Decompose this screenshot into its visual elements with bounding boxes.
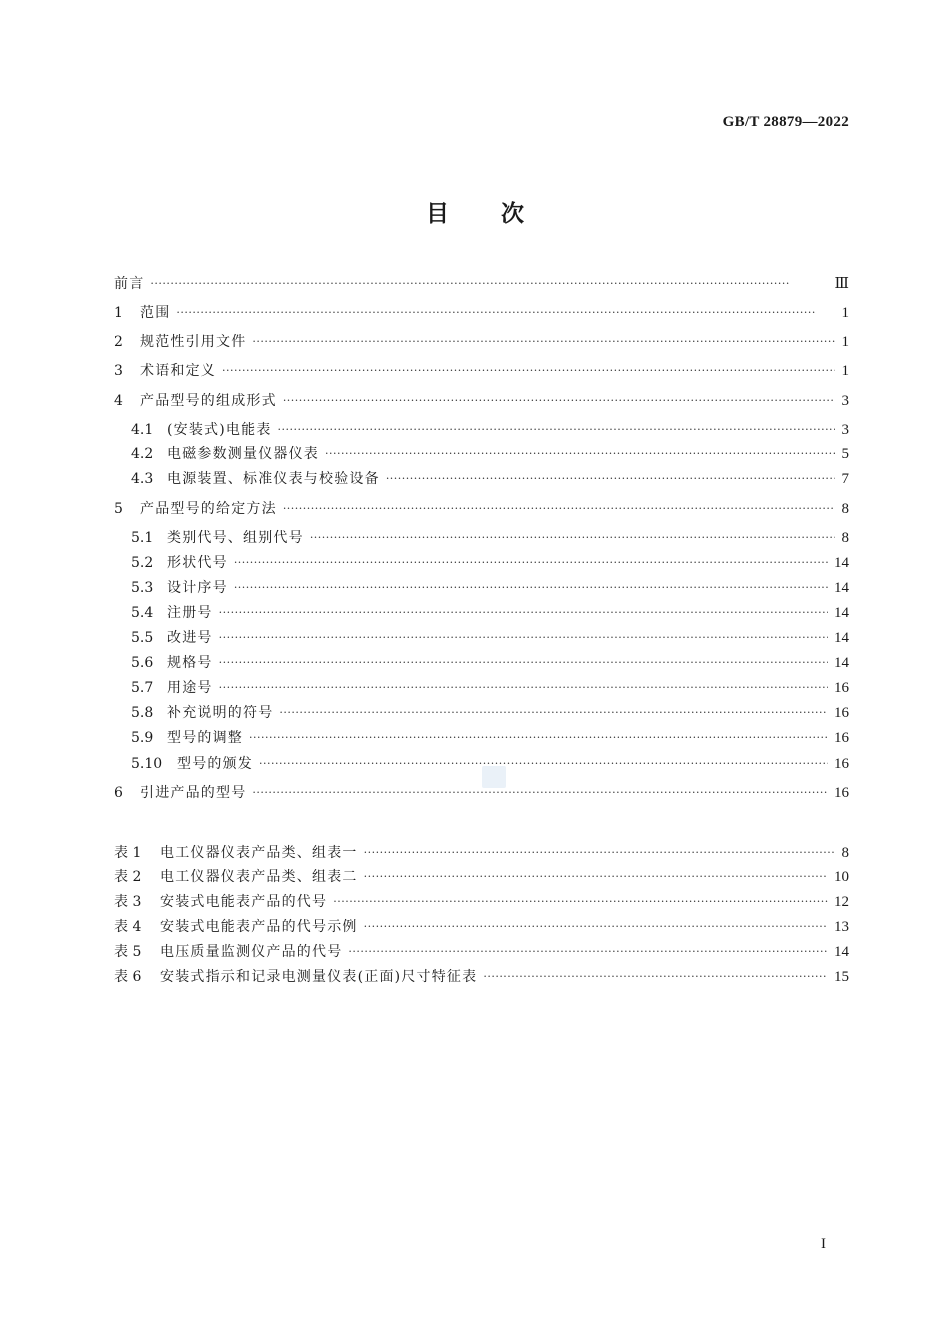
toc-page: 14 — [834, 630, 849, 646]
table-number: 表 2 — [114, 869, 142, 885]
toc-row[interactable] — [131, 728, 849, 748]
dot-leader — [283, 391, 835, 411]
toc-label: 形状代号 — [167, 555, 228, 571]
dot-leader — [364, 917, 828, 937]
toc-label: 范围 — [140, 305, 171, 321]
toc-page: 5 — [841, 446, 849, 462]
toc-page: 16 — [834, 756, 849, 772]
document-code: GB/T 28879—2022 — [722, 114, 849, 130]
toc-page: 16 — [834, 680, 849, 696]
table-label: 电压质量监测仪产品的代号 — [160, 944, 343, 960]
page-title: 目次 — [426, 200, 576, 227]
dot-leader — [310, 528, 835, 548]
table-label: 安装式电能表产品的代号示例 — [160, 919, 358, 935]
toc-number: 5.4 — [131, 605, 154, 621]
toc-label: 前言 — [114, 276, 145, 292]
table-number: 表 3 — [114, 894, 142, 910]
dot-leader — [259, 754, 828, 774]
watermark-logo — [482, 766, 506, 788]
table-number: 表 1 — [114, 845, 142, 861]
table-label: 安装式指示和记录电测量仪表(正面)尺寸特征表 — [160, 969, 478, 985]
table-number: 表 6 — [114, 969, 142, 985]
dot-leader — [364, 843, 835, 863]
toc-number: 4 — [114, 393, 123, 409]
toc-page: 16 — [834, 705, 849, 721]
table-list-row[interactable] — [114, 942, 849, 962]
toc-number: 5.2 — [131, 555, 154, 571]
dot-leader — [279, 703, 828, 723]
toc-page: 16 — [834, 730, 849, 746]
toc-page: 14 — [834, 555, 849, 571]
table-list-row[interactable] — [114, 892, 849, 912]
dot-leader — [219, 628, 828, 648]
dot-leader — [219, 653, 828, 673]
toc-label: 改进号 — [167, 630, 213, 646]
toc-row[interactable] — [131, 444, 849, 464]
toc-page: Ⅲ — [834, 276, 849, 292]
toc-number: 5.9 — [131, 730, 154, 746]
table-label: 电工仪器仪表产品类、组表一 — [160, 845, 358, 861]
table-list-row[interactable] — [114, 967, 849, 987]
toc-number: 5.10 — [131, 756, 163, 772]
dot-leader — [249, 728, 828, 748]
toc-row[interactable] — [131, 578, 849, 598]
table-number: 表 5 — [114, 944, 142, 960]
toc-row[interactable] — [131, 528, 849, 548]
toc-number: 5.6 — [131, 655, 154, 671]
dot-leader — [348, 942, 828, 962]
toc-row[interactable] — [114, 361, 849, 381]
table-number: 表 4 — [114, 919, 142, 935]
dot-leader — [222, 361, 835, 381]
toc-label: 规格号 — [167, 655, 213, 671]
table-page: 13 — [834, 919, 849, 935]
dot-leader — [176, 303, 835, 323]
toc-row[interactable] — [114, 274, 849, 294]
dot-leader — [219, 678, 828, 698]
toc-number: 5.8 — [131, 705, 154, 721]
dot-leader — [283, 499, 835, 519]
toc-page: 1 — [841, 305, 849, 321]
toc-label: 用途号 — [167, 680, 213, 696]
dot-leader — [325, 444, 835, 464]
toc-page: 1 — [841, 363, 849, 379]
toc-page: 16 — [834, 785, 849, 801]
toc-row[interactable] — [114, 303, 849, 323]
toc-row[interactable] — [131, 653, 849, 673]
toc-label: 产品型号的给定方法 — [140, 501, 277, 517]
toc-number: 5.7 — [131, 680, 154, 696]
table-page: 8 — [841, 845, 849, 861]
table-list-row[interactable] — [114, 867, 849, 887]
page-number: I — [821, 1236, 826, 1252]
toc-row[interactable] — [114, 391, 849, 411]
table-page: 14 — [834, 944, 849, 960]
toc-row[interactable] — [131, 603, 849, 623]
toc-row[interactable] — [114, 332, 849, 352]
toc-row[interactable] — [114, 499, 849, 519]
table-label: 安装式电能表产品的代号 — [160, 894, 328, 910]
toc-label: 型号的调整 — [167, 730, 243, 746]
toc-number: 4.2 — [131, 446, 154, 462]
toc-number: 2 — [114, 334, 123, 350]
dot-leader — [364, 867, 828, 887]
toc-label: 类别代号、组别代号 — [167, 530, 304, 546]
toc-number: 5.1 — [131, 530, 154, 546]
toc-row[interactable] — [131, 553, 849, 573]
table-page: 15 — [834, 969, 849, 985]
table-list-row[interactable] — [114, 917, 849, 937]
toc-page: 1 — [841, 334, 849, 350]
dot-leader — [219, 603, 828, 623]
toc-label: 规范性引用文件 — [140, 334, 247, 350]
toc-page: 14 — [834, 580, 849, 596]
toc-page: 7 — [841, 471, 849, 487]
toc-number: 6 — [114, 785, 123, 801]
dot-leader — [234, 553, 828, 573]
toc-row[interactable] — [131, 628, 849, 648]
toc-page: 8 — [841, 501, 849, 517]
toc-label: 设计序号 — [167, 580, 228, 596]
table-list-row[interactable] — [114, 843, 849, 863]
toc-row[interactable] — [131, 678, 849, 698]
table-page: 10 — [834, 869, 849, 885]
dot-leader — [333, 892, 828, 912]
toc-number: 1 — [114, 305, 123, 321]
toc-page: 14 — [834, 655, 849, 671]
toc-label: 产品型号的组成形式 — [140, 393, 277, 409]
toc-label: (安装式)电能表 — [167, 422, 272, 438]
table-label: 电工仪器仪表产品类、组表二 — [160, 869, 358, 885]
toc-number: 4.3 — [131, 471, 154, 487]
table-page: 12 — [834, 894, 849, 910]
dot-leader — [278, 420, 835, 440]
toc-page: 8 — [841, 530, 849, 546]
toc-number: 3 — [114, 363, 123, 379]
toc-number: 5.5 — [131, 630, 154, 646]
toc-row[interactable] — [131, 703, 849, 723]
toc-label: 型号的颁发 — [177, 756, 253, 772]
toc-row[interactable] — [131, 420, 849, 440]
toc-label: 电磁参数测量仪器仪表 — [167, 446, 319, 462]
toc-number: 5 — [114, 501, 123, 517]
toc-label: 术语和定义 — [140, 363, 216, 379]
dot-leader — [234, 578, 828, 598]
dot-leader — [252, 783, 828, 803]
toc-row[interactable] — [131, 469, 849, 489]
toc-label: 引进产品的型号 — [140, 785, 247, 801]
dot-leader — [386, 469, 835, 489]
dot-leader — [252, 332, 835, 352]
dot-leader — [483, 967, 828, 987]
toc-label: 电源装置、标准仪表与校验设备 — [167, 471, 380, 487]
dot-leader — [150, 274, 828, 294]
toc-page: 3 — [841, 393, 849, 409]
toc-page: 3 — [841, 422, 849, 438]
toc-page: 14 — [834, 605, 849, 621]
toc-number: 4.1 — [131, 422, 154, 438]
toc-number: 5.3 — [131, 580, 154, 596]
toc-label: 注册号 — [167, 605, 213, 621]
toc-label: 补充说明的符号 — [167, 705, 274, 721]
